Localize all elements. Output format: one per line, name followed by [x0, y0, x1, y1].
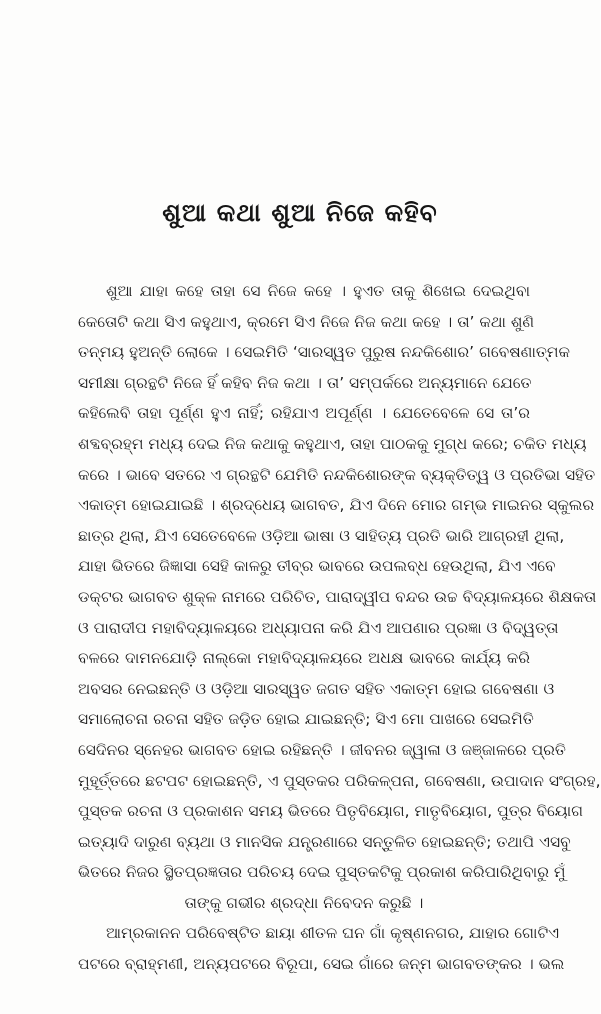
text-line: କରେ । ଭାବେ ସତରେ ଏ ଗ୍ରନ୍ଥଟି ଯେମିତି ନନ୍ଦକିଶୋରଙ୍କ ବ୍ୟକ୍ତିତ୍ୱ ଓ ପ୍ରତିଭା ସହିତ: [78, 465, 596, 484]
text-line: ସମାଲୋଚନା ରଚନା ସହିତ ଜଡ଼ିତ ହୋଇ ଯାଇଛନ୍ତି; ସିଏ ମୋ ପାଖରେ ସେଇମିତି: [78, 710, 534, 729]
text-line: ତାଙ୍କୁ ଗଭୀର ଶ୍ରଦ୍ଧା ନିବେଦନ କରୁଛି ।: [184, 893, 424, 912]
text-line: ଅବସର ନେଇଛନ୍ତି ଓ ଓଡ଼ିଆ ସାରସ୍ୱତ ଜଗତ ସହିତ ଏକାତ୍ମ ହୋଇ ଗବେଷଣା ଓ: [78, 679, 555, 698]
text-line: ଛାତ୍ର ଥିଲା, ଯିଏ ସେତେବେଳେ ଓଡ଼ିଆ ଭାଷା ଓ ସାହିତ୍ୟ ପ୍ରତି ଭାରି ଆଗ୍ରହୀ ଥିଲା,: [78, 526, 565, 545]
text-line: କହିଲେବି ତାହା ପୂର୍ଣ୍ଣ ହୁଏ ନାହିଁ; ରହିଯାଏ ଅପୂର୍ଣ୍ଣ । ଯେତେବେଳେ ସେ ତା’ର: [78, 404, 530, 423]
text-line: ପଟରେ ବ୍ରାହ୍ମଣୀ, ଅନ୍ୟପଟରେ ବିରୂପା, ସେଇ ଗାଁରେ ଜନ୍ମ ଭାଗବତଙ୍କର । ଭଲ: [78, 955, 565, 974]
text-line: ଯାହା ଭିତରେ ଜିଜ୍ଞାସା ସେହି କାଳରୁ ତୀବ୍ର ଭାବରେ ଉପଲବ୍ଧ ହେଉଥିଲା, ଯିଏ ଏବେ: [78, 557, 556, 576]
text-line: ଶବ୍ଦବ୍ରହ୍ମ ମଧ୍ୟ ଦେଇ ନିଜ କଥାକୁ କହୁଥାଏ, ତାହା ପାଠକକୁ ମୁଗ୍ଧ କରେ; ଚକିତ ମଧ୍ୟ: [78, 434, 587, 453]
text-line: କେତୋଟି କଥା ସିଏ କହୁଥାଏ, କ୍ରମେ ସିଏ ନିଜେ ନିଜ କଥା କହେ । ତା’ କଥା ଶୁଣି: [78, 312, 535, 331]
text-line: ଓ ପାରାଦୀପ ମହାବିଦ୍ୟାଳୟରେ ଅଧ୍ୟାପନା କରି ଯିଏ ଆପଣାର ପ୍ରଜ୍ଞା ଓ ବିଦ୍ୱତ୍ତା: [78, 618, 559, 637]
text-line: ବଳରେ ଦାମନଯୋଡ଼ି ନାଲ୍‌କୋ ମହାବିଦ୍ୟାଳୟରେ ଅଧକ୍ଷ ଭାବରେ କାର୍ଯ୍ୟ କରି: [78, 649, 530, 668]
text-line: ଇତ୍ୟାଦି ଦାରୁଣ ବ୍ୟଥା ଓ ମାନସିକ ଯନ୍ତ୍ରଣାରେ ସନ୍ତୁଳିତ ହୋଇଛନ୍ତି; ତଥାପି ଏସବୁ: [78, 832, 571, 851]
text-line: ମୁହୂର୍ତ୍ତରେ ଛଟପଟ ହୋଇଛନ୍ତି, ଏ ପୁସ୍ତକର ପରିକଳ୍ପନା, ଗବେଷଣା, ଉପାଦାନ ସଂଗ୍ରହ,: [78, 771, 601, 790]
text-line: ସମୀକ୍ଷା ଗ୍ରନ୍ଥଟି ନିଜେ ହିଁ କହିବ ନିଜ କଥା । ତା’ ସମ୍ପର୍କରେ ଅନ୍ୟମାନେ ଯେତେ: [78, 373, 532, 392]
chapter-title: ଶୁଆ କଥା ଶୁଆ ନିଜେ କହିବ: [162, 198, 438, 227]
body-text: [78, 276, 601, 980]
text-line: ଡକ୍ଟର ଭାଗବତ ଶୁକ୍ଳ ନାମରେ ପରିଚିତ, ପାରାଦ୍ୱୀପ ବନ୍ଦର ଉଚ୍ଚ ବିଦ୍ୟାଳୟରେ ଶିକ୍ଷକତା: [78, 587, 597, 606]
text-line: ସେଦିନର ସ୍ନେହର ଭାଗବତ ହୋଇ ରହିଛନ୍ତି । ଜୀବନର ଜ୍ୱାଳା ଓ ଜଞ୍ଜାଳରେ ପ୍ରତି: [78, 740, 566, 759]
text-line: ପୁସ୍ତକ ରଚନା ଓ ପ୍ରକାଶନ ସମୟ ଭିତରେ ପିତୃବିୟୋଗ, ମାତୃବିୟୋଗ, ପୁତ୍ର ବିୟୋଗ: [78, 802, 584, 821]
text-line: ଆମ୍ରକାନନ ପରିବେଷ୍ଟିତ ଛାୟା ଶୀତଳ ଘନ ଗାଁ କୃଷ୍ଣନଗର, ଯାହାର ଗୋଟିଏ: [106, 924, 560, 943]
text-line: ଭିତରେ ନିଜର ସ୍ଥିତପ୍ରଜ୍ଞତାର ପରିଚୟ ଦେଇ ପୁସ୍ତକଟିକୁ ପ୍ରକାଶ କରିପାରିଥିବାରୁ ମୁଁ: [78, 863, 566, 882]
text-line: ଏକାତ୍ମ ହୋଇଯାଇଛି । ଶ୍ରଦ୍ଧେୟ ଭାଗବତ, ଯିଏ ଦିନେ ମୋର ଗମ୍ଭ ମାଇନର ସ୍କୁଲର: [78, 496, 595, 515]
text-line: ତନ୍ମୟ ହୁଅନ୍ତି ଲୋକେ । ସେଇମିତି ‘ସାରସ୍ୱତ ପୁରୁଷ ନନ୍ଦକିଶୋର’ ଗବେଷଣାତ୍ମକ: [78, 343, 570, 362]
text-line: ଶୁଆ ଯାହା କହେ ତାହା ସେ ନିଜେ କହେ । ହୁଏତ ତାକୁ ଶିଖେଇ ଦେଇଥିବା: [106, 282, 530, 300]
